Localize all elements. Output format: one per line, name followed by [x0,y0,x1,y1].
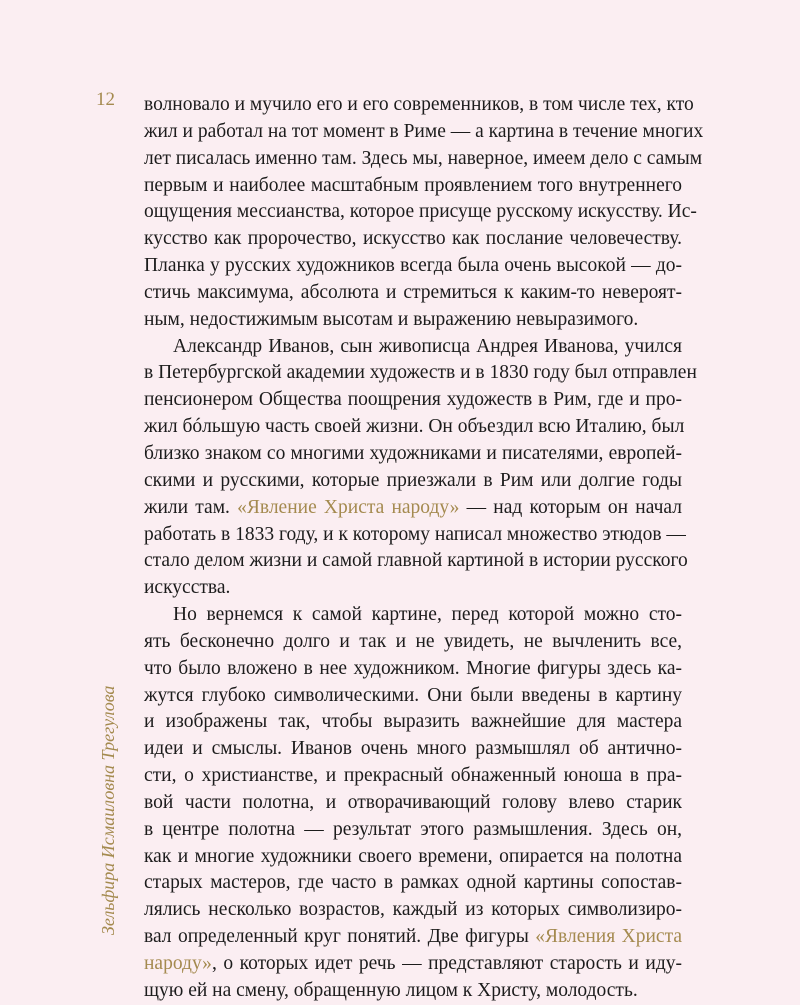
text-line [144,146,703,173]
page-number: 12 [96,89,115,110]
line-text: лялись несколько возрастов, каждый из которых символизиро- [144,899,682,921]
line-text: в Петербургской академии художеств и в 1830 году был отправлен [144,362,697,384]
line-text: первым и наиболее масштабным проявлением того внутреннего [144,174,682,196]
line-text: скими и русскими, которые приезжали в Рим или долгие годы [144,469,682,491]
line-text: пенсионером Общества поощрения художеств в Рим, где и про- [144,389,682,411]
line-text: жутся глубоко символическими. Они были введены в картину [144,684,682,706]
artwork-title-reference: народу» [144,953,212,974]
paragraph [144,92,704,334]
text-line [144,334,682,361]
text-line [144,736,682,763]
line-text: стало делом жизни и самой главной картиной в истории русского [144,550,688,572]
text-line [144,226,682,253]
artwork-title-reference: «Явление Христа народу» [237,496,460,518]
line-text: близко знаком со многими художниками и писателями, европей- [144,442,682,464]
artwork-title-reference: «Явления Христа [535,926,682,948]
text-line [144,548,688,575]
line-text: старых мастеров, где часто в рамках одной картины сопостав- [144,872,682,894]
line-text: ощущения мессианства, которое присуще русскому искусству. Ис- [144,201,697,223]
body-text [144,92,704,1005]
text-line [144,280,682,307]
text-line [144,978,682,1005]
text-line [144,656,682,683]
text-line [144,414,685,441]
text-line [144,253,682,280]
line-text: щую ей на смену, обращенную лицом к Христу, молодость. [144,979,638,1001]
text-line [144,387,682,414]
line-text: стичь максимума, абсолюта и стремиться к каким-то невероят- [144,281,682,303]
line-text: — над которым он начал [459,496,682,518]
line-text: сти, о христианстве, и прекрасный обнаженный юноша в пра- [144,765,682,787]
line-text: Александр Иванов, сын живописца Андрея Иванова, учился [173,335,682,357]
paragraph [144,334,697,602]
line-text: и изображены так, чтобы выразить важнейшие для мастера [144,711,682,733]
text-line [144,897,682,924]
text-line [144,522,686,549]
text-line [144,468,682,495]
line-text: жили там. [144,496,230,518]
paragraph [144,602,682,1005]
text-line [144,602,682,629]
text-line [144,307,682,334]
line-text: ным, недостижимым высотам и выражению невыразимого. [144,308,639,330]
line-text: кусство как пророчество, искусство как послание человечеству. [144,228,682,250]
line-text: в центре полотна — результат этого размышления. Здесь он, [144,818,682,840]
text-line [144,924,682,951]
line-text: жил и работал на тот момент в Риме — а картина в течение многих [144,120,704,142]
text-line [144,683,682,710]
text-line [144,360,697,387]
text-line [144,441,682,468]
text-line [144,495,682,522]
running-head-author: Зельфира Исмаиловна Трегулова [98,685,118,935]
line-text: лет писалась именно там. Здесь мы, наверное, имеем дело с самым [144,147,703,169]
line-text: Планка у русских художников всегда была очень высокой — до- [144,255,682,277]
line-text: искусства. [144,577,231,599]
line-text: вал определенный круг понятий. Две фигуры [144,926,529,948]
line-text: Но вернемся к самой картине, перед которой можно сто- [173,604,682,626]
line-text: волновало и мучило его и его современников, в том числе тех, кто [144,94,694,115]
line-text: что было вложено в нее художником. Многие фигуры здесь ка- [144,657,682,679]
text-line [144,870,682,897]
text-line [144,199,697,226]
text-line [144,629,682,656]
text-line [144,951,682,978]
text-line [144,844,682,871]
text-line [144,575,682,602]
line-text: вой части полотна, и отворачивающий голову влево старик [144,791,682,813]
line-text: , о которых идет речь — представляют старость и иду- [211,953,682,974]
line-text: идеи и смыслы. Иванов очень много размышлял об антично- [144,738,682,760]
text-line [144,763,682,790]
line-text: ять бесконечно долго и так и не увидеть, не вычленить все, [144,630,682,652]
text-line [144,92,694,119]
line-text: как и многие художники своего времени, опирается на полотна [144,845,682,867]
text-line [144,817,682,844]
text-line [144,119,704,146]
line-text: работать в 1833 году, и к которому написал множество этюдов — [144,523,686,545]
text-line [144,173,682,200]
line-text: жил бóльшую часть своей жизни. Он объездил всю Италию, был [144,416,685,438]
text-line [144,709,682,736]
text-line [144,790,682,817]
